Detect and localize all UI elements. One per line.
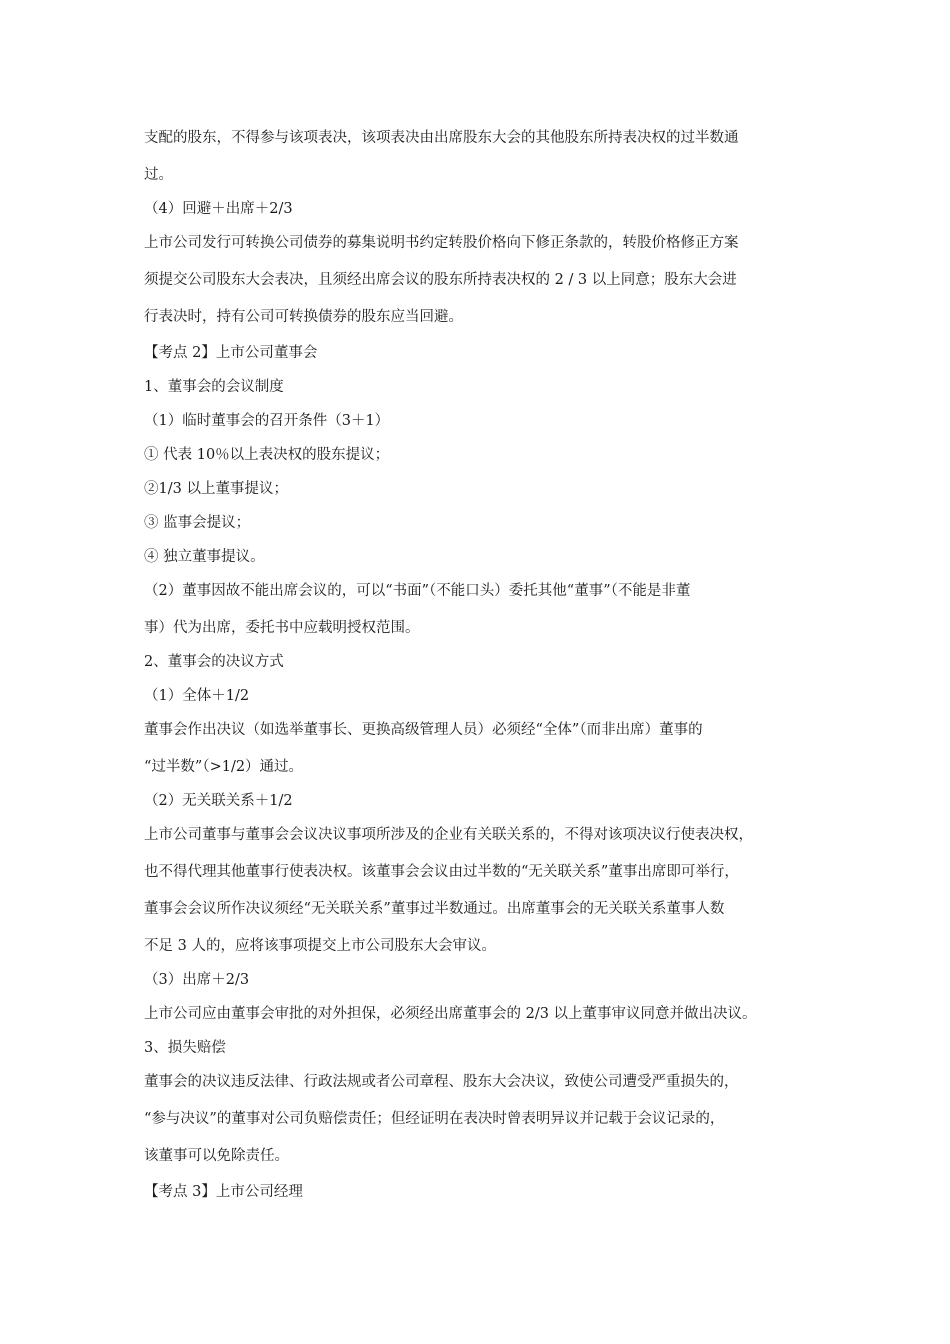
paragraph-line: 董事会作出决议（如选举董事长、更换高级管理人员）必须经“全体”（而非出席）董事的 xyxy=(144,722,703,738)
section-heading: 【考点 3】上市公司经理 xyxy=(144,1184,303,1200)
section-heading: （1）全体＋1/2 xyxy=(144,688,250,704)
list-item: ① 代表 10％以上表决权的股东提议； xyxy=(144,447,390,463)
section-heading: 3、损失赔偿 xyxy=(144,1040,226,1056)
list-item: ③ 监事会提议； xyxy=(144,515,251,531)
paragraph-line: 不足 3 人的，应将该事项提交上市公司股东大会审议。 xyxy=(144,938,496,954)
paragraph-line: 董事会的决议违反法律、行政法规或者公司章程、股东大会决议，致使公司遭受严重损失的， xyxy=(144,1074,739,1090)
section-heading: 【考点 2】上市公司董事会 xyxy=(144,345,318,361)
section-heading: 2、董事会的决议方式 xyxy=(144,654,284,670)
section-heading: （2）无关联关系＋1/2 xyxy=(144,793,293,809)
paragraph-line: 上市公司发行可转换公司债券的募集说明书约定转股价格向下修正条款的，转股价格修正方案 xyxy=(144,235,739,251)
paragraph-line: “过半数”（>1/2）通过。 xyxy=(144,759,304,775)
paragraph-line: “参与决议”的董事对公司负赔偿责任；但经证明在表决时曾表明异议并记载于会议记录的， xyxy=(144,1111,725,1127)
paragraph-line: 过。 xyxy=(144,167,173,183)
paragraph-line: 上市公司董事与董事会会议决议事项所涉及的企业有关联关系的，不得对该项决议行使表决权， xyxy=(144,827,753,843)
paragraph-line: 也不得代理其他董事行使表决权。该董事会会议由过半数的“无关联关系”董事出席即可举行， xyxy=(144,864,739,880)
paragraph-line: 支配的股东，不得参与该项表决，该项表决由出席股东大会的其他股东所持表决权的过半数通 xyxy=(144,130,739,146)
list-item: ④ 独立董事提议。 xyxy=(144,549,265,565)
paragraph-line: 事）代为出席，委托书中应载明授权范围。 xyxy=(144,620,420,636)
paragraph-line: （2）董事因故不能出席会议的，可以“书面”（不能口头）委托其他“董事”（不能是非董 xyxy=(144,583,691,599)
section-heading: （3）出席＋2/3 xyxy=(144,972,250,988)
section-heading: （4）回避＋出席＋2/3 xyxy=(144,201,293,217)
section-heading: 1、董事会的会议制度 xyxy=(144,379,284,395)
list-item: ②1/3 以上董事提议； xyxy=(144,481,288,497)
paragraph-line: 须提交公司股东大会表决，且须经出席会议的股东所持表决权的 2 / 3 以上同意；股东大会进 xyxy=(144,272,737,288)
paragraph-line: 上市公司应由董事会审批的对外担保，必须经出席董事会的 2/3 以上董事审议同意并做出决议。 xyxy=(144,1006,757,1022)
paragraph-line: 董事会会议所作决议须经“无关联关系”董事过半数通过。出席董事会的无关联关系董事人数 xyxy=(144,901,725,917)
paragraph-line: 行表决时，持有公司可转换债券的股东应当回避。 xyxy=(144,309,463,325)
paragraph-line: 该董事可以免除责任。 xyxy=(144,1148,289,1164)
section-heading: （1）临时董事会的召开条件（3＋1） xyxy=(144,413,390,429)
